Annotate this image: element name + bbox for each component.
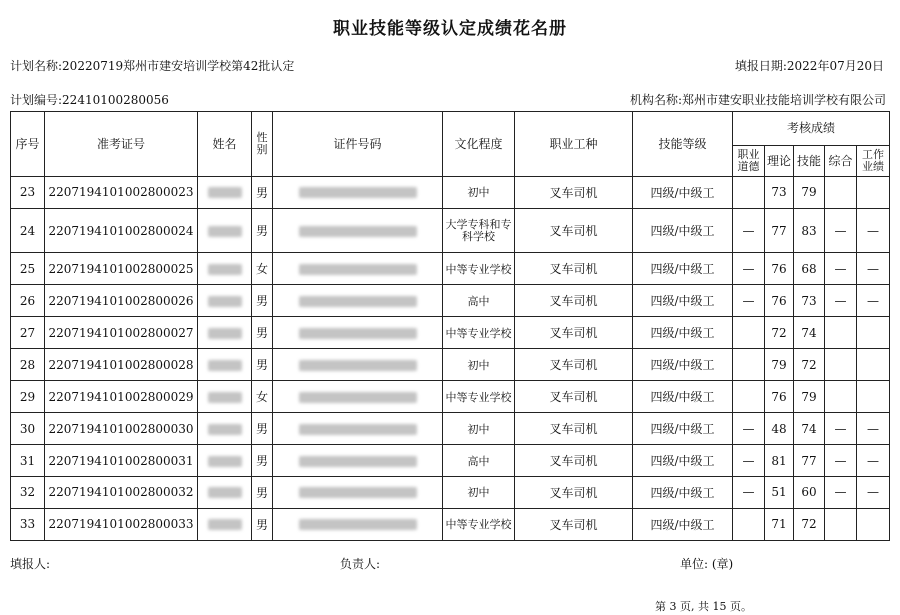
score-roster-table	[10, 111, 890, 541]
header-id-number: 证件号码	[273, 112, 443, 177]
header-ethics-text: 职业道德	[737, 148, 760, 173]
plan-name	[10, 57, 294, 74]
row-skill-score: 74	[794, 413, 825, 445]
row-gender: 男	[252, 349, 273, 381]
row-occupation: 叉车司机	[515, 413, 633, 445]
row-skill-level: 四级/中级工	[633, 285, 733, 317]
row-comprehensive-score	[825, 381, 857, 413]
row-comprehensive-score	[825, 508, 857, 540]
row-name	[198, 413, 252, 445]
row-gender: 男	[252, 477, 273, 509]
header-ticket: 准考证号	[45, 112, 198, 177]
table-row	[11, 477, 890, 509]
row-occupation: 叉车司机	[515, 317, 633, 349]
row-theory-score: 76	[765, 381, 794, 413]
plan-number	[10, 91, 169, 108]
row-skill-level: 四级/中级工	[633, 253, 733, 285]
row-seq: 27	[11, 317, 45, 349]
plan-number-value: 22410100280056	[62, 93, 169, 107]
row-education-text: 高中	[467, 454, 490, 468]
header-work-performance-text: 工作业绩	[862, 148, 885, 173]
header-seq: 序号	[11, 112, 45, 177]
plan-name-value: 20220719郑州市建安培训学校第42批认定	[62, 59, 295, 73]
row-id-number	[273, 208, 443, 252]
table-row	[11, 208, 890, 252]
row-ethics-score: —	[733, 477, 765, 509]
row-name-redacted	[208, 487, 242, 498]
row-occupation: 叉车司机	[515, 285, 633, 317]
row-ethics-score	[733, 177, 765, 209]
row-id-number-redacted	[299, 264, 417, 275]
row-occupation: 叉车司机	[515, 477, 633, 509]
organization	[630, 91, 886, 108]
organization-label: 机构名称:	[629, 93, 682, 107]
row-ethics-score	[733, 508, 765, 540]
row-ticket-number: 2207194101002800023	[45, 177, 198, 209]
row-education	[443, 349, 515, 381]
row-comprehensive-score: —	[825, 253, 857, 285]
row-name-redacted	[208, 187, 242, 198]
row-id-number-redacted	[299, 519, 417, 530]
row-gender: 男	[252, 177, 273, 209]
row-theory-score: 71	[765, 508, 794, 540]
row-gender: 男	[252, 508, 273, 540]
row-theory-score: 48	[765, 413, 794, 445]
row-name-redacted	[208, 296, 242, 307]
row-id-number-redacted	[299, 456, 417, 467]
row-theory-score: 72	[765, 317, 794, 349]
reporter-label: 填报人:	[10, 557, 51, 571]
header-gender-text: 性别	[256, 131, 268, 156]
row-education	[443, 413, 515, 445]
row-skill-level: 四级/中级工	[633, 349, 733, 381]
row-seq: 32	[11, 477, 45, 509]
row-id-number	[273, 285, 443, 317]
header-skill: 技能	[794, 146, 825, 177]
row-seq: 28	[11, 349, 45, 381]
row-work-performance-score	[857, 349, 890, 381]
row-ticket-number: 2207194101002800029	[45, 381, 198, 413]
row-name	[198, 285, 252, 317]
row-skill-score: 68	[794, 253, 825, 285]
header-ethics	[733, 146, 765, 177]
row-id-number-redacted	[299, 187, 417, 198]
table-row	[11, 177, 890, 209]
row-education	[443, 381, 515, 413]
responsible-label: 负责人:	[340, 557, 381, 571]
row-comprehensive-score	[825, 349, 857, 381]
row-education-text: 中等专业学校	[445, 518, 512, 532]
row-occupation: 叉车司机	[515, 177, 633, 209]
row-comprehensive-score: —	[825, 445, 857, 477]
fill-date	[735, 57, 884, 74]
row-name	[198, 508, 252, 540]
row-seq: 26	[11, 285, 45, 317]
header-theory: 理论	[765, 146, 794, 177]
header-gender	[252, 112, 273, 177]
row-name	[198, 253, 252, 285]
row-id-number	[273, 477, 443, 509]
row-comprehensive-score: —	[825, 285, 857, 317]
row-theory-score: 76	[765, 253, 794, 285]
row-gender: 男	[252, 445, 273, 477]
row-id-number	[273, 445, 443, 477]
table-row	[11, 317, 890, 349]
plan-number-label: 计划编号:	[10, 93, 63, 107]
row-name-redacted	[208, 519, 242, 530]
row-ethics-score	[733, 349, 765, 381]
row-education-text: 初中	[467, 486, 490, 500]
row-name	[198, 349, 252, 381]
row-ethics-score	[733, 317, 765, 349]
row-education	[443, 285, 515, 317]
row-name-redacted	[208, 456, 242, 467]
row-name-redacted	[208, 328, 242, 339]
table-row	[11, 381, 890, 413]
header-scores: 考核成绩	[733, 112, 890, 146]
row-skill-score: 72	[794, 508, 825, 540]
row-education-text: 高中	[467, 294, 490, 308]
row-gender: 男	[252, 285, 273, 317]
row-occupation: 叉车司机	[515, 381, 633, 413]
row-work-performance-score: —	[857, 253, 890, 285]
row-occupation: 叉车司机	[515, 253, 633, 285]
row-skill-level: 四级/中级工	[633, 477, 733, 509]
row-skill-level: 四级/中级工	[633, 208, 733, 252]
row-id-number	[273, 508, 443, 540]
row-education	[443, 477, 515, 509]
row-education-text: 初中	[467, 358, 490, 372]
row-id-number	[273, 381, 443, 413]
row-skill-level: 四级/中级工	[633, 508, 733, 540]
row-work-performance-score: —	[857, 477, 890, 509]
row-skill-score: 72	[794, 349, 825, 381]
row-name	[198, 381, 252, 413]
row-id-number-redacted	[299, 424, 417, 435]
row-gender: 男	[252, 413, 273, 445]
row-gender: 女	[252, 381, 273, 413]
row-id-number	[273, 349, 443, 381]
row-theory-score: 79	[765, 349, 794, 381]
row-ticket-number: 2207194101002800030	[45, 413, 198, 445]
row-skill-level: 四级/中级工	[633, 317, 733, 349]
row-name-redacted	[208, 360, 242, 371]
table-row	[11, 413, 890, 445]
row-comprehensive-score: —	[825, 477, 857, 509]
row-work-performance-score	[857, 317, 890, 349]
row-skill-level: 四级/中级工	[633, 177, 733, 209]
table-row	[11, 253, 890, 285]
row-education	[443, 445, 515, 477]
row-theory-score: 76	[765, 285, 794, 317]
row-ethics-score	[733, 381, 765, 413]
row-education-text: 初中	[467, 186, 490, 200]
row-education-text: 中等专业学校	[445, 326, 512, 340]
row-theory-score: 81	[765, 445, 794, 477]
row-theory-score: 73	[765, 177, 794, 209]
unit-label: 单位: (章)	[680, 557, 734, 571]
row-work-performance-score	[857, 381, 890, 413]
row-name	[198, 208, 252, 252]
row-ticket-number: 2207194101002800028	[45, 349, 198, 381]
row-comprehensive-score: —	[825, 413, 857, 445]
row-ticket-number: 2207194101002800032	[45, 477, 198, 509]
row-ethics-score: —	[733, 445, 765, 477]
row-work-performance-score: —	[857, 285, 890, 317]
organization-value: 郑州市建安职业技能培训学校有限公司	[681, 93, 886, 107]
row-education	[443, 508, 515, 540]
row-comprehensive-score	[825, 177, 857, 209]
header-work-performance	[857, 146, 890, 177]
header-comprehensive: 综合	[825, 146, 857, 177]
row-ethics-score: —	[733, 413, 765, 445]
document-title: 职业技能等级认定成绩花名册	[333, 19, 567, 39]
row-education	[443, 253, 515, 285]
header-name: 姓名	[198, 112, 252, 177]
row-id-number-redacted	[299, 296, 417, 307]
header-education: 文化程度	[443, 112, 515, 177]
row-skill-score: 79	[794, 177, 825, 209]
row-education	[443, 208, 515, 252]
row-id-number	[273, 253, 443, 285]
row-ticket-number: 2207194101002800027	[45, 317, 198, 349]
row-skill-score: 77	[794, 445, 825, 477]
row-work-performance-score: —	[857, 208, 890, 252]
fill-date-label: 填报日期:	[734, 59, 787, 73]
table-row	[11, 349, 890, 381]
fill-date-value: 2022年07月20日	[786, 59, 884, 73]
row-seq: 23	[11, 177, 45, 209]
row-name-redacted	[208, 392, 242, 403]
row-id-number-redacted	[299, 226, 417, 237]
row-theory-score: 51	[765, 477, 794, 509]
row-occupation: 叉车司机	[515, 445, 633, 477]
row-education-text: 中等专业学校	[445, 390, 512, 404]
row-name-redacted	[208, 424, 242, 435]
row-skill-score: 79	[794, 381, 825, 413]
row-name	[198, 177, 252, 209]
row-gender: 男	[252, 317, 273, 349]
row-work-performance-score: —	[857, 413, 890, 445]
row-seq: 33	[11, 508, 45, 540]
row-skill-score: 60	[794, 477, 825, 509]
row-skill-level: 四级/中级工	[633, 413, 733, 445]
row-skill-level: 四级/中级工	[633, 381, 733, 413]
table-row	[11, 285, 890, 317]
row-seq: 25	[11, 253, 45, 285]
row-gender: 男	[252, 208, 273, 252]
row-education-text: 初中	[467, 422, 490, 436]
row-work-performance-score	[857, 508, 890, 540]
row-theory-score: 77	[765, 208, 794, 252]
row-id-number	[273, 413, 443, 445]
row-education-text: 大学专科和专科学校	[445, 217, 512, 243]
row-comprehensive-score: —	[825, 208, 857, 252]
row-education-text: 中等专业学校	[445, 262, 512, 276]
row-ticket-number: 2207194101002800025	[45, 253, 198, 285]
table-row	[11, 445, 890, 477]
header-skill-level: 技能等级	[633, 112, 733, 177]
row-id-number-redacted	[299, 360, 417, 371]
row-seq: 31	[11, 445, 45, 477]
row-skill-score: 83	[794, 208, 825, 252]
row-occupation: 叉车司机	[515, 208, 633, 252]
row-seq: 29	[11, 381, 45, 413]
row-education	[443, 317, 515, 349]
row-ethics-score: —	[733, 285, 765, 317]
row-id-number	[273, 177, 443, 209]
row-name	[198, 477, 252, 509]
row-skill-score: 73	[794, 285, 825, 317]
row-ticket-number: 2207194101002800026	[45, 285, 198, 317]
row-work-performance-score: —	[857, 445, 890, 477]
row-occupation: 叉车司机	[515, 349, 633, 381]
row-work-performance-score	[857, 177, 890, 209]
header-occupation: 职业工种	[515, 112, 633, 177]
row-name	[198, 317, 252, 349]
row-id-number-redacted	[299, 328, 417, 339]
row-id-number	[273, 317, 443, 349]
row-skill-score: 74	[794, 317, 825, 349]
row-id-number-redacted	[299, 487, 417, 498]
plan-name-label: 计划名称:	[10, 59, 63, 73]
row-gender: 女	[252, 253, 273, 285]
table-row	[11, 508, 890, 540]
row-name-redacted	[208, 226, 242, 237]
row-ethics-score: —	[733, 253, 765, 285]
row-education	[443, 177, 515, 209]
row-skill-level: 四级/中级工	[633, 445, 733, 477]
page-indicator: 第 3 页, 共 15 页。	[655, 600, 752, 613]
row-ticket-number: 2207194101002800033	[45, 508, 198, 540]
row-ticket-number: 2207194101002800024	[45, 208, 198, 252]
row-ticket-number: 2207194101002800031	[45, 445, 198, 477]
row-name	[198, 445, 252, 477]
row-name-redacted	[208, 264, 242, 275]
row-seq: 24	[11, 208, 45, 252]
row-comprehensive-score	[825, 317, 857, 349]
row-id-number-redacted	[299, 392, 417, 403]
row-seq: 30	[11, 413, 45, 445]
row-occupation: 叉车司机	[515, 508, 633, 540]
row-ethics-score: —	[733, 208, 765, 252]
